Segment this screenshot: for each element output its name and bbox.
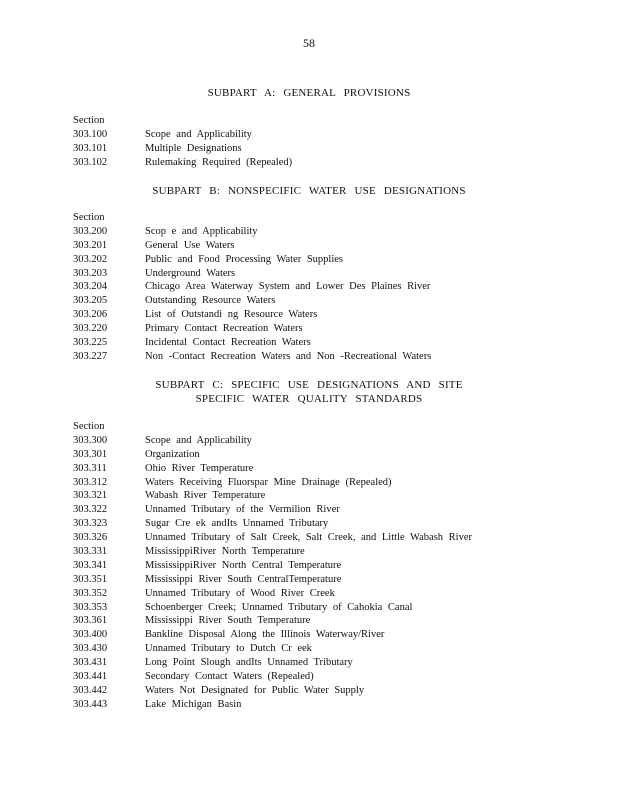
section-number: 303.443 [73, 698, 108, 710]
subpart-a-heading: SUBPART A: GENERAL PROVISIONS [207, 87, 411, 99]
subpart-c-heading-line-1: SUBPART C: SPECIFIC USE DESIGNATIONS AND SITE [155, 379, 463, 391]
section-title: Unnamed Tributary of the Vermilion River [145, 504, 340, 516]
section-title: Scope and Applicability [145, 128, 252, 140]
section-number: 303.225 [73, 337, 108, 349]
page-number: 58 [303, 36, 315, 50]
toc-entry [73, 503, 472, 517]
section-number: 303.441 [73, 671, 108, 683]
section-number: 303.322 [73, 504, 108, 516]
toc-entry [73, 225, 431, 239]
toc-entry [73, 448, 472, 462]
section-title: General Use Waters [145, 239, 235, 251]
section-number: 303.353 [73, 601, 108, 613]
toc-entry [73, 531, 472, 545]
section-number: 303.201 [73, 239, 108, 251]
section-title: Lake Michigan Basin [145, 698, 242, 710]
section-title: Outstanding Resource Waters [145, 295, 276, 307]
section-title: Primary Contact Recreation Waters [145, 323, 303, 335]
toc-entry [73, 670, 472, 684]
toc-entry [73, 628, 472, 642]
section-number: 303.101 [73, 142, 108, 154]
section-number: 303.341 [73, 559, 108, 571]
section-label: Section [73, 421, 105, 432]
section-number: 303.200 [73, 225, 108, 237]
toc-entry [73, 684, 472, 698]
section-title: Waters Not Designated for Public Water Supply [145, 684, 365, 696]
section-title: Schoenberger Creek; Unnamed Tributary of Cahokia Canal [145, 601, 413, 613]
section-number: 303.206 [73, 309, 108, 321]
section-number: 303.312 [73, 476, 108, 488]
toc-entry [73, 280, 431, 294]
section-title: Scope and Applicability [145, 434, 252, 446]
section-title: Ohio River Temperature [145, 462, 254, 474]
section-title: Public and Food Processing Water Supplies [145, 253, 343, 265]
toc-entry [73, 128, 292, 142]
toc-entry [73, 656, 472, 670]
subpart-c-toc [73, 420, 472, 712]
toc-entry [73, 587, 472, 601]
subpart-a-toc [73, 114, 292, 170]
section-number: 303.352 [73, 587, 108, 599]
toc-entry [73, 253, 431, 267]
section-number: 303.351 [73, 573, 108, 585]
section-title: Mississippi River South Temperature [145, 615, 311, 627]
section-number: 303.311 [73, 462, 107, 474]
toc-entry [73, 642, 472, 656]
section-title: MississippiRiver North Central Temperature [145, 559, 342, 571]
subpart-c-heading [0, 378, 618, 406]
section-title: Wabash River Temperature [145, 490, 266, 502]
section-title: Unnamed Tributary of Salt Creek, Salt Creek, and Little Wabash River [145, 532, 472, 544]
section-number: 303.326 [73, 532, 108, 544]
toc-entry [73, 350, 431, 364]
toc-entry [73, 434, 472, 448]
toc-entry [73, 489, 472, 503]
section-title: Multiple Designations [145, 142, 242, 154]
toc-entry [73, 336, 431, 350]
section-number: 303.202 [73, 253, 108, 265]
toc-entry [73, 322, 431, 336]
section-title: List of Outstandi ng Resource Waters [145, 309, 318, 321]
section-title: Bankline Disposal Along the Illinois Waterway/River [145, 629, 385, 641]
section-label: Section [73, 115, 105, 126]
section-title: Organization [145, 448, 200, 460]
section-title: Rulemaking Required (Repealed) [145, 156, 293, 168]
section-number: 303.442 [73, 684, 108, 696]
section-number: 303.203 [73, 267, 108, 279]
toc-entry [73, 462, 472, 476]
section-number: 303.227 [73, 350, 108, 362]
section-number: 303.102 [73, 156, 108, 168]
section-number: 303.361 [73, 615, 108, 627]
section-number: 303.301 [73, 448, 108, 460]
toc-entry [73, 698, 472, 712]
toc-entry [73, 601, 472, 615]
toc-entry [73, 142, 292, 156]
toc-entry [73, 294, 431, 308]
section-title: Secondary Contact Waters (Repealed) [145, 671, 314, 683]
section-label: Section [73, 212, 105, 223]
toc-entry [73, 559, 472, 573]
section-number: 303.300 [73, 434, 108, 446]
section-title: Waters Receiving Fluorspar Mine Drainage (Repealed) [145, 476, 392, 488]
section-title: Underground Waters [145, 267, 236, 279]
toc-entry [73, 545, 472, 559]
section-title: Unnamed Tributary to Dutch Cr eek [145, 643, 312, 655]
toc-entry [73, 239, 431, 253]
section-number: 303.430 [73, 643, 108, 655]
section-number: 303.220 [73, 323, 108, 335]
toc-entry [73, 308, 431, 322]
section-title: MississippiRiver North Temperature [145, 546, 305, 558]
section-title: Sugar Cre ek andIts Unnamed Tributary [145, 518, 329, 530]
toc-entry [73, 517, 472, 531]
subpart-c-heading-line-2: SPECIFIC WATER QUALITY STANDARDS [195, 393, 423, 405]
section-number: 303.100 [73, 128, 108, 140]
toc-entry [73, 156, 292, 170]
section-title: Non -Contact Recreation Waters and Non -Recreational Waters [145, 350, 432, 362]
toc-entry [73, 573, 472, 587]
section-number: 303.205 [73, 295, 108, 307]
section-number: 303.431 [73, 657, 108, 669]
section-number: 303.400 [73, 629, 108, 641]
section-title: Incidental Contact Recreation Waters [145, 337, 311, 349]
section-number: 303.321 [73, 490, 108, 502]
section-title: Scop e and Applicability [145, 225, 258, 237]
toc-entry [73, 267, 431, 281]
section-number: 303.323 [73, 518, 108, 530]
subpart-b-heading: SUBPART B: NONSPECIFIC WATER USE DESIGNATIONS [152, 185, 466, 197]
section-title: Chicago Area Waterway System and Lower Des Plaines River [145, 281, 431, 293]
section-number: 303.204 [73, 281, 108, 293]
section-title: Unnamed Tributary of Wood River Creek [145, 587, 335, 599]
section-title: Long Point Slough andIts Unnamed Tributary [145, 657, 353, 669]
toc-entry [73, 614, 472, 628]
section-title: Mississippi River South CentralTemperature [145, 573, 342, 585]
toc-entry [73, 476, 472, 490]
section-number: 303.331 [73, 546, 108, 558]
subpart-b-toc [73, 211, 431, 364]
